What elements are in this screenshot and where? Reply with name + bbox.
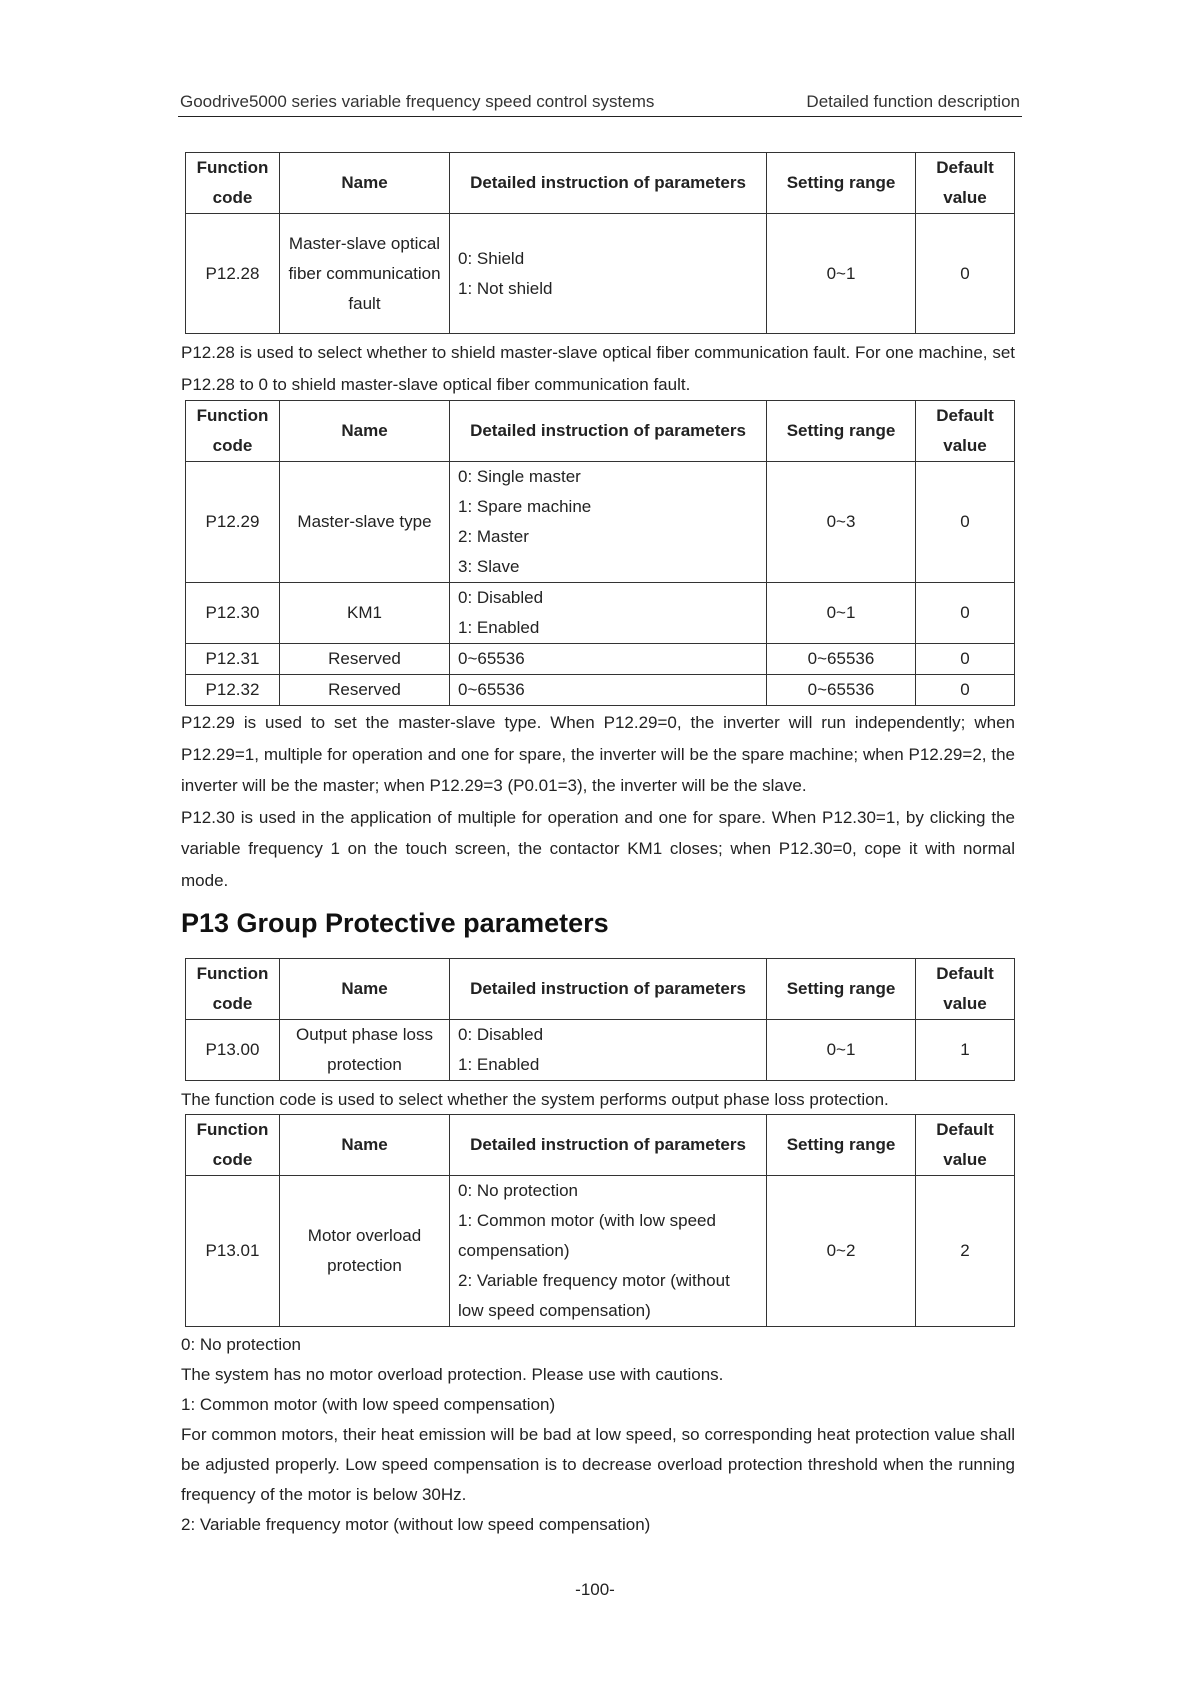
setting-range: 0~2 (767, 1176, 916, 1327)
header-section: Detailed function description (806, 92, 1020, 111)
table-header-row (186, 401, 1015, 462)
param-detail (450, 583, 767, 644)
col-header-default: Default value (916, 1115, 1015, 1176)
setting-range: 0~1 (767, 1020, 916, 1081)
col-header-range: Setting range (767, 1115, 916, 1176)
detail-line: 1: Enabled (458, 618, 540, 637)
col-header-default: Default value (916, 959, 1015, 1020)
col-header-code: Function code (186, 153, 280, 214)
paragraph-text: The function code is used to select whether the system performs output phase loss protection. (181, 1090, 889, 1109)
table-header-row (186, 1115, 1015, 1176)
setting-range: 0~1 (767, 583, 916, 644)
detail-line: 1: Enabled (458, 1055, 540, 1074)
section-title: P13 Group Protective parameters (181, 908, 609, 938)
detail-line: 0: Disabled (458, 1025, 544, 1044)
header-title: Goodrive5000 series variable frequency speed control systems (180, 92, 655, 111)
col-header-code: Function code (186, 959, 280, 1020)
param-table-p12-28 (185, 152, 1015, 334)
paragraph-p12-29 (181, 707, 1015, 896)
default-value: 0 (916, 214, 1015, 334)
table-row (186, 644, 1015, 675)
param-name: Master-slave type (280, 462, 450, 583)
param-detail (450, 214, 767, 334)
col-header-name: Name (280, 959, 450, 1020)
col-header-range: Setting range (767, 153, 916, 214)
setting-range: 0~65536 (767, 675, 916, 706)
function-code: P13.01 (186, 1176, 280, 1327)
col-header-detail: Detailed instruction of parameters (450, 401, 767, 462)
default-value: 0 (916, 675, 1015, 706)
paragraph-text: 1: Common motor (with low speed compensation) (181, 1395, 556, 1414)
detail-line: 3: Slave (458, 557, 520, 576)
col-header-name: Name (280, 153, 450, 214)
detail-line: 0: Disabled (458, 588, 544, 607)
table-header-row (186, 153, 1015, 214)
param-name: Motor overload protection (280, 1176, 450, 1327)
detail-line: 0: Single master (458, 467, 581, 486)
header-rule (178, 116, 1022, 117)
param-name: Reserved (280, 675, 450, 706)
col-header-name: Name (280, 401, 450, 462)
default-value: 0 (916, 583, 1015, 644)
setting-range: 0~3 (767, 462, 916, 583)
paragraph-text: 0: No protection (181, 1335, 302, 1354)
function-code: P12.32 (186, 675, 280, 706)
col-header-name: Name (280, 1115, 450, 1176)
param-detail (450, 462, 767, 583)
param-name: Master-slave optical fiber communication fault (280, 214, 450, 334)
param-detail (450, 1176, 767, 1327)
function-code: P12.30 (186, 583, 280, 644)
default-value: 0 (916, 462, 1015, 583)
function-code: P12.29 (186, 462, 280, 583)
default-value: 1 (916, 1020, 1015, 1081)
table-header-row (186, 959, 1015, 1020)
col-header-range: Setting range (767, 959, 916, 1020)
param-table-p13-01 (185, 1114, 1015, 1327)
paragraph-text: The system has no motor overload protection. Please use with cautions. (181, 1365, 724, 1384)
paragraph-text: 2: Variable frequency motor (without low speed compensation) (181, 1515, 651, 1534)
table-row (186, 1176, 1015, 1327)
table-row (186, 214, 1015, 334)
paragraph-text: P12.30 is used in the application of multiple for operation and one for spare. When P12.30=1, by clicking the variable frequency 1 on the touch screen, the contactor KM1 closes; when P12.30=0, cope it with normal mode. (181, 807, 1015, 890)
table-row (186, 583, 1015, 644)
page-number: -100- (575, 1580, 615, 1599)
col-header-detail: Detailed instruction of parameters (450, 1115, 767, 1176)
col-header-range: Setting range (767, 401, 916, 462)
detail-line: 2: Master (458, 527, 529, 546)
table-row (186, 1020, 1015, 1081)
param-table-p13-00 (185, 958, 1015, 1081)
function-code: P12.28 (186, 214, 280, 334)
default-value: 0 (916, 644, 1015, 675)
function-code: P13.00 (186, 1020, 280, 1081)
param-detail: 0~65536 (450, 644, 767, 675)
setting-range: 0~65536 (767, 644, 916, 675)
param-detail (450, 1020, 767, 1081)
param-name: KM1 (280, 583, 450, 644)
paragraph-p12-28 (181, 337, 1015, 400)
param-name: Reserved (280, 644, 450, 675)
detail-line: 1: Spare machine (458, 497, 592, 516)
detail-line: 0: Shield (458, 248, 525, 268)
col-header-default: Default value (916, 153, 1015, 214)
param-detail: 0~65536 (450, 675, 767, 706)
col-header-code: Function code (186, 401, 280, 462)
paragraph-text: P12.29 is used to set the master-slave type. When P12.29=0, the inverter will run independently; when P12.29=1, multiple for operation and one for spare, the inverter will be the spare machine; when P12.29=2, the inverter will be the master; when P12.29=3 (P0.01=3), the inverter will be the slave. (181, 713, 1015, 795)
setting-range: 0~1 (767, 214, 916, 334)
param-name: Output phase loss protection (280, 1020, 450, 1081)
detail-line: 2: Variable frequency motor (without low speed compensation) (458, 1271, 730, 1320)
paragraph-p13-01 (181, 1330, 1015, 1540)
detail-line: 1: Common motor (with low speed compensation) (458, 1211, 716, 1260)
table-row (186, 462, 1015, 583)
col-header-default: Default value (916, 401, 1015, 462)
col-header-code: Function code (186, 1115, 280, 1176)
param-table-p12-29 (185, 400, 1015, 706)
default-value: 2 (916, 1176, 1015, 1327)
paragraph-text: For common motors, their heat emission will be bad at low speed, so corresponding heat protection value shall be adjusted properly. Low speed compensation is to decrease overload protection threshold when the running frequency of the motor is below 30Hz. (181, 1425, 1015, 1504)
col-header-detail: Detailed instruction of parameters (450, 153, 767, 214)
function-code: P12.31 (186, 644, 280, 675)
table-row (186, 675, 1015, 706)
paragraph-p13-00 (181, 1084, 1015, 1116)
detail-line: 1: Not shield (458, 278, 553, 298)
paragraph-text: P12.28 is used to select whether to shield master-slave optical fiber communication fault. For one machine, set P12.28 to 0 to shield master-slave optical fiber communication fault. (181, 343, 1015, 394)
detail-line: 0: No protection (458, 1181, 579, 1200)
col-header-detail: Detailed instruction of parameters (450, 959, 767, 1020)
